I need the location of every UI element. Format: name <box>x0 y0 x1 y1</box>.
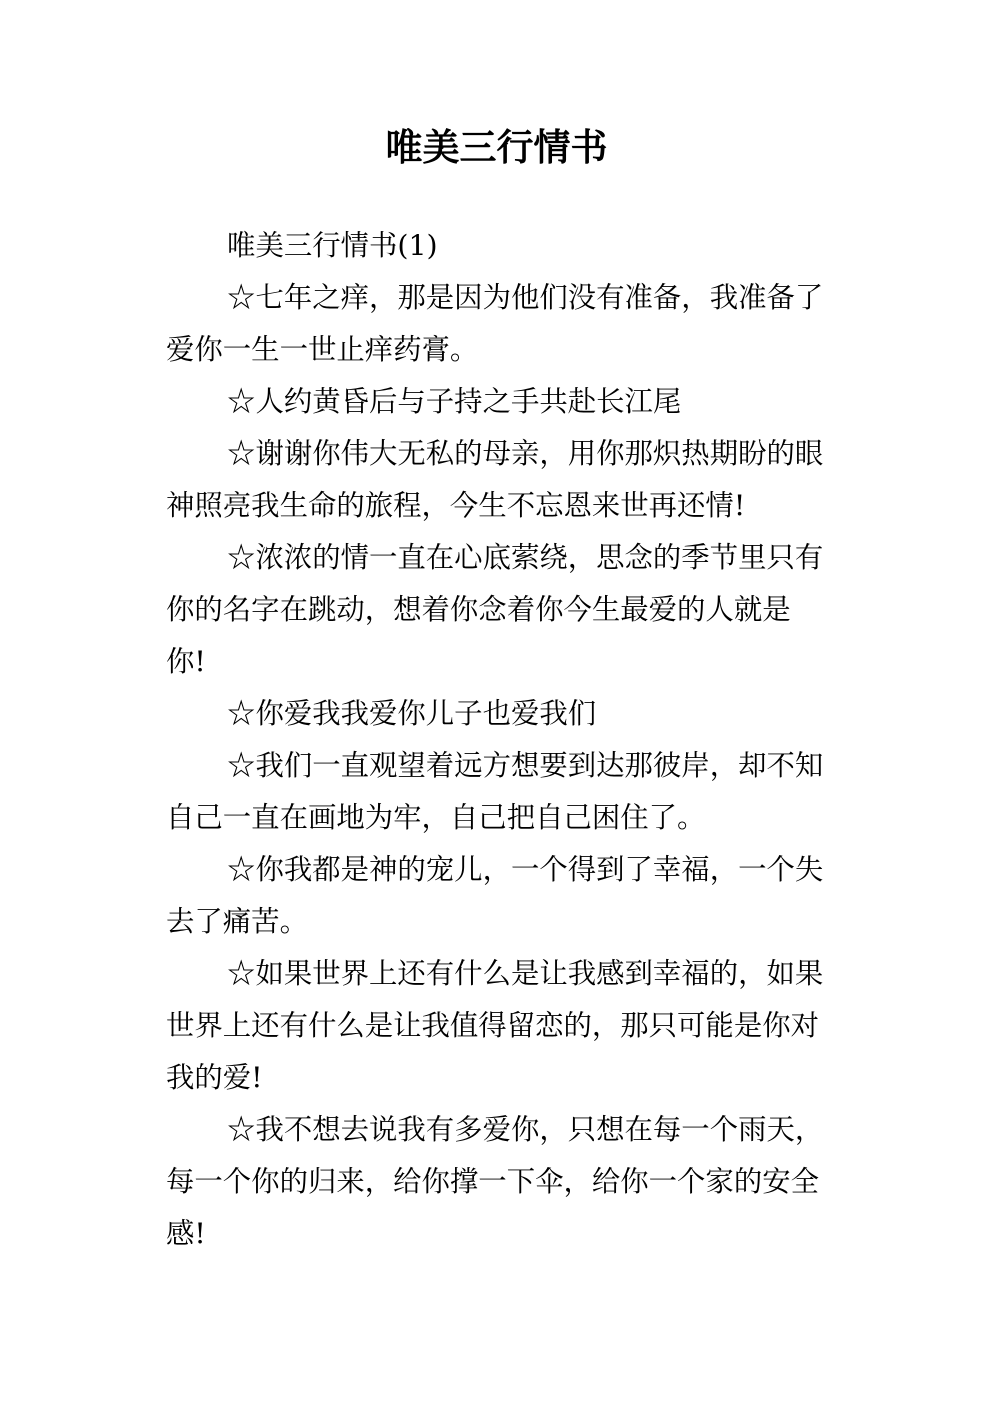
paragraph: ☆我们一直观望着远方想要到达那彼岸，却不知自己一直在画地为牢，自己把自己困住了。 <box>166 749 824 834</box>
document-body <box>166 220 828 1260</box>
paragraph: ☆人约黄昏后与子持之手共赴长江尾 <box>227 385 682 418</box>
paragraph-heading: 唯美三行情书(1) <box>227 229 438 262</box>
paragraph: ☆七年之痒，那是因为他们没有准备，我准备了爱你一生一世止痒药膏。 <box>166 281 824 366</box>
document-title: 唯美三行情书 <box>385 126 608 169</box>
paragraph: ☆你爱我我爱你儿子也爱我们 <box>227 697 597 730</box>
paragraph: ☆如果世界上还有什么是让我感到幸福的，如果世界上还有什么是让我值得留恋的，那只可能是你对我的爱! <box>166 957 824 1094</box>
paragraph: ☆我不想去说我有多爱你，只想在每一个雨天，每一个你的归来，给你撑一下伞，给你一个家的安全感! <box>166 1113 824 1250</box>
paragraph: ☆浓浓的情一直在心底萦绕，思念的季节里只有你的名字在跳动，想着你念着你今生最爱的人就是你! <box>166 541 824 678</box>
paragraph: ☆你我都是神的宠儿，一个得到了幸福，一个失去了痛苦。 <box>166 853 824 938</box>
paragraph: ☆谢谢你伟大无私的母亲，用你那炽热期盼的眼神照亮我生命的旅程，今生不忘恩来世再还情! <box>166 437 824 522</box>
